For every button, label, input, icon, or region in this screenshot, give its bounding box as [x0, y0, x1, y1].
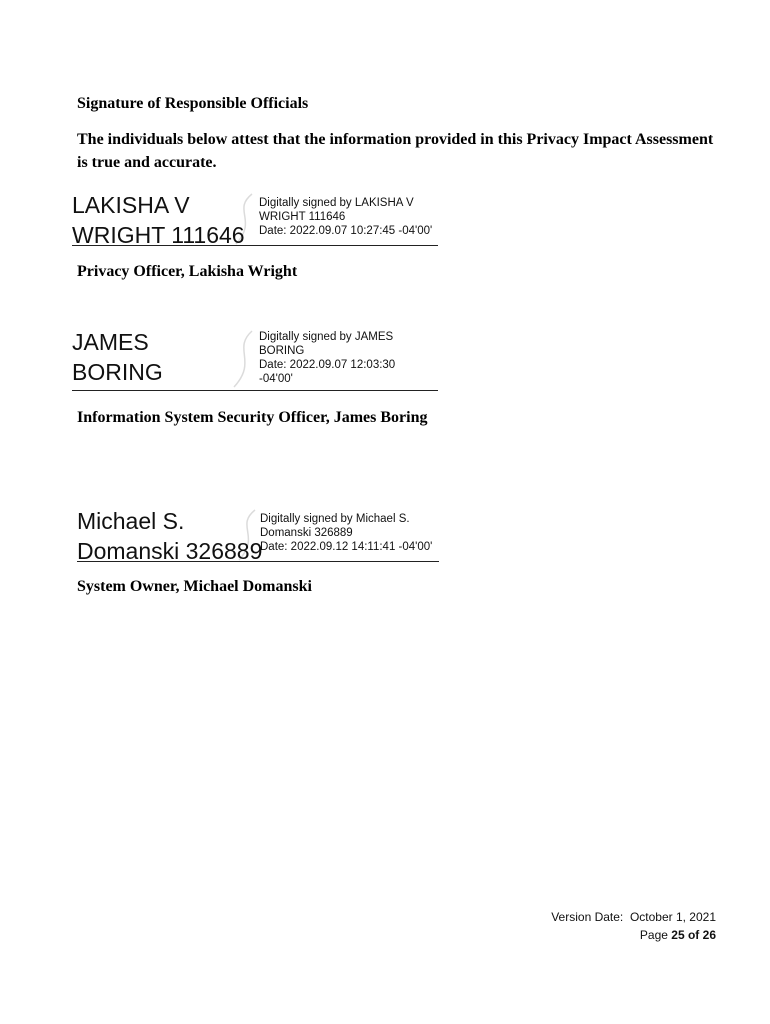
signature-line: [77, 561, 439, 562]
signature-line: [72, 390, 438, 391]
signer-name: Michael S. Domanski 326889: [77, 508, 263, 564]
attestation-statement: The individuals below attest that the information provided in this Privacy Impact Assessment is true and accurate.: [77, 131, 714, 171]
role-system-owner: System Owner, Michael Domanski: [77, 578, 312, 595]
page-number: Page 25 of 26: [639, 928, 716, 942]
version-date: Version Date: October 1, 2021: [551, 910, 716, 924]
signature-details: Digitally signed by LAKISHA V WRIGHT 111646 Date: 2022.09.07 10:27:45 -04'00': [259, 197, 433, 237]
role-isso: Information System Security Officer, James Boring: [77, 409, 428, 426]
signature-block-privacy-officer[interactable]: [72, 190, 438, 248]
signature-details: Digitally signed by Michael S. Domanski 326889 Date: 2022.09.12 14:11:41 -04'00': [260, 513, 433, 553]
signature-line: [72, 245, 438, 246]
signature-watermark-icon: [222, 327, 262, 391]
signer-name: JAMES BORING: [72, 329, 163, 385]
signature-block-system-owner[interactable]: [77, 506, 439, 564]
signature-block-isso[interactable]: [72, 327, 438, 393]
signature-details: Digitally signed by JAMES BORING Date: 2022.09.07 12:03:30 -04'00': [259, 331, 396, 385]
section-title: Signature of Responsible Officials: [77, 95, 309, 112]
role-privacy-officer: Privacy Officer, Lakisha Wright: [77, 263, 298, 280]
signer-name: LAKISHA V WRIGHT 111646: [72, 192, 245, 248]
